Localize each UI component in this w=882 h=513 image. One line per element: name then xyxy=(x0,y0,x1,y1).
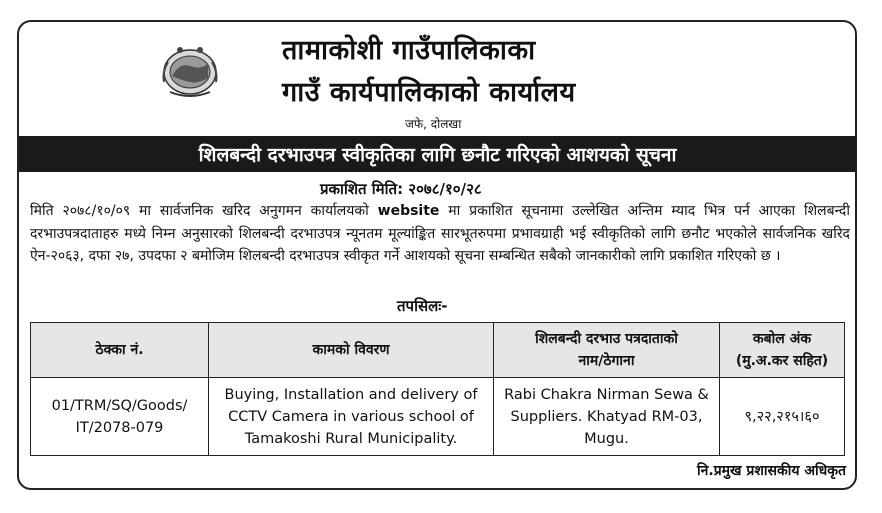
schedule-label: तपसिलः- xyxy=(397,297,448,315)
notice-body xyxy=(30,200,850,268)
notice-body-website: website xyxy=(377,203,440,219)
table-header-row xyxy=(31,323,845,378)
table-row xyxy=(31,378,845,456)
header-contract-no: ठेक्का नं. xyxy=(31,323,209,378)
published-date: प्रकाशित मिति: २०७८/१०/२८ xyxy=(320,180,482,198)
notice-body-part1: मिति २०७८/१०/०९ मा सार्वजनिक खरिद अनुगमन कार्यालयको xyxy=(30,203,378,219)
office-address: जफे, दोलखा xyxy=(405,117,462,131)
office-title-line1: तामाकोशी गाउँपालिकाका xyxy=(282,35,536,66)
cell-bidder: Rabi Chakra Nirman Sewa & Suppliers. Khatyad RM-03, Mugu. xyxy=(494,378,720,456)
notice-body-part2: मा प्रकाशित सूचनामा उल्लेखित अन्तिम म्याद भित्र पर्न आएका शिलबन्दी दरभाउपत्रदाताहरु मध्ये निम्न अनुसारको शिलबन्दी दरभाउपत्र न्यूनतम मूल्यांङ्कित सारभूतरुपमा प्रभावग्राही भई स्वीकृतिको लागि छनौट भएकोले सार्वजनिक खरिद ऐन-२०६३, दफा २७, उपदफा २ बमोजिम शिलबन्दी दरभाउपत्र स्वीकृत गर्ने आशयको सूचना सम्बन्धित सबैको जानकारीको लागि प्रकाशित गरिएको छ । xyxy=(30,203,850,264)
signoff-authority: नि.प्रमुख प्रशासकीय अधिकृत xyxy=(697,463,846,479)
award-table xyxy=(30,322,845,456)
header-bidder: शिलबन्दी दरभाउ पत्रदाताको नाम/ठेगाना xyxy=(494,323,720,378)
cell-contract-no: 01/TRM/SQ/Goods/ IT/2078-079 xyxy=(31,378,209,456)
office-title-line2: गाउँ कार्यपालिकाको कार्यालय xyxy=(282,77,576,108)
header-description: कामको विवरण xyxy=(209,323,494,378)
notice-title: शिलबन्दी दरभाउपत्र स्वीकृतिका लागि छनौट गरिएको आशयको सूचना xyxy=(198,144,677,166)
header-amount: कबोल अंक (मु.अ.कर सहित) xyxy=(720,323,845,378)
government-emblem-icon xyxy=(160,42,220,98)
cell-description: Buying, Installation and delivery of CCTV Camera in various school of Tamakoshi Rural Municipality. xyxy=(209,378,494,456)
cell-amount: ९,२२,२१५।६० xyxy=(720,378,845,456)
notice-title-banner xyxy=(19,136,856,172)
